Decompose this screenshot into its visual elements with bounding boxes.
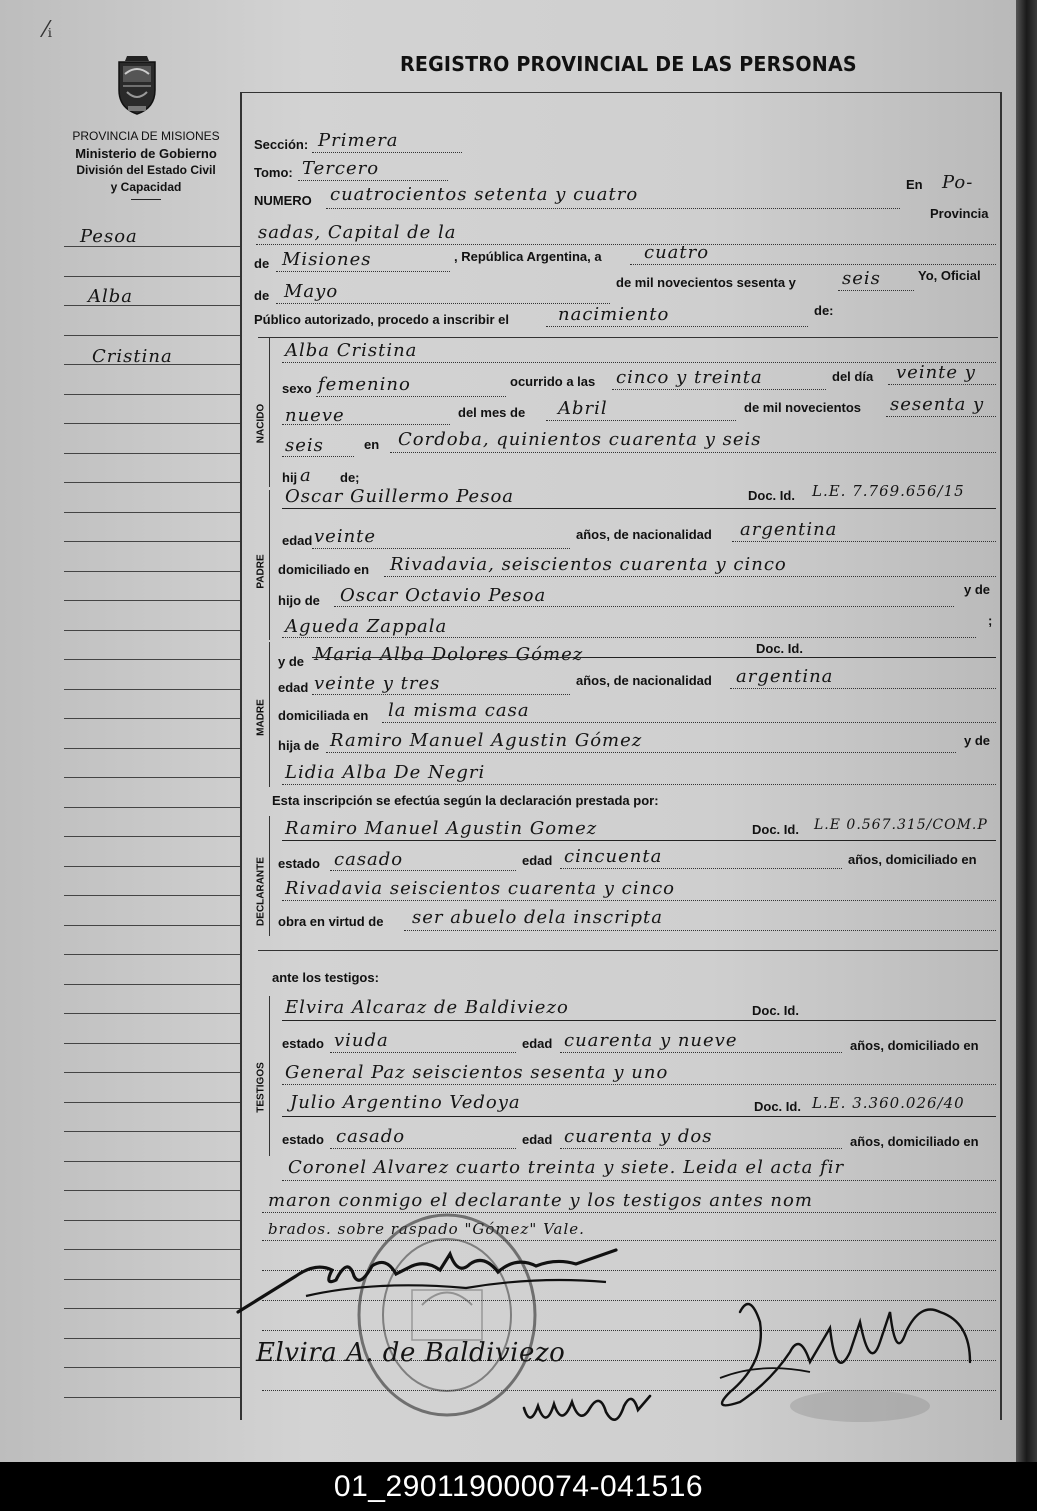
- margin-ruled-line: [64, 689, 240, 690]
- dotted-line: [330, 870, 516, 871]
- value-t1-dom: General Paz seiscientos sesenta y uno: [285, 1062, 669, 1083]
- margin-ruled-line: [64, 718, 240, 719]
- value-padre-doc: L.E. 7.769.656/15: [812, 482, 965, 500]
- margin-ruled-line: [64, 1279, 240, 1280]
- label-edad-padre: edad: [282, 533, 313, 548]
- label-estado-decl: estado: [278, 856, 320, 871]
- dotted-line: [282, 900, 996, 901]
- margin-ruled-line: [64, 1131, 240, 1132]
- dotted-line: [560, 1052, 842, 1053]
- label-doc-decl: Doc. Id.: [752, 822, 799, 837]
- dotted-line: [838, 290, 914, 291]
- label-de-mil: de mil novecientos sesenta y: [616, 275, 796, 290]
- margin-ruled-line: [64, 394, 240, 395]
- margin-ruled-line: [64, 1161, 240, 1162]
- value-madre-nombre: Maria Alba Dolores Gómez: [314, 644, 584, 665]
- margin-ruled-line: [64, 1308, 240, 1309]
- value-numero: cuatrocientos setenta y cuatro: [330, 184, 639, 205]
- dotted-line: [334, 606, 954, 607]
- margin-ruled-line: [64, 541, 240, 542]
- label-seccion: Sección:: [254, 137, 309, 152]
- dotted-line: [560, 868, 842, 869]
- value-decl-dom: Rivadavia seiscientos cuarenta y cinco: [285, 878, 676, 899]
- value-dia-nac-b: nueve: [285, 405, 345, 426]
- label-testigos: ante los testigos:: [272, 970, 379, 985]
- side-label-padre: PADRE: [255, 554, 267, 589]
- value-hora: cinco y treinta: [616, 367, 763, 388]
- value-madre-dom: la misma casa: [388, 700, 530, 721]
- provincial-crest-icon: [113, 52, 161, 116]
- label-hija-de: hija de: [278, 738, 320, 753]
- label-edad-t1: edad: [522, 1036, 553, 1051]
- margin-ruled-line: [64, 925, 240, 926]
- label-anos-nac-madre: años, de nacionalidad: [576, 673, 712, 688]
- margin-ruled-line: [64, 1102, 240, 1103]
- label-de-mil-2: de mil novecientos: [744, 400, 862, 415]
- dotted-line: [612, 389, 826, 390]
- label-yo-oficial: Yo, Oficial: [918, 268, 981, 283]
- label-doc-t2: Doc. Id.: [754, 1099, 801, 1114]
- dotted-line: [886, 416, 996, 417]
- label-estado-t1: estado: [282, 1036, 324, 1051]
- value-t1-nombre: Elvira Alcaraz de Baldiviezo: [285, 997, 569, 1018]
- label-anos-dom-t2: años, domiciliado en: [850, 1134, 979, 1149]
- officer-signature-icon: [700, 1282, 990, 1432]
- dotted-line: [382, 722, 996, 723]
- label-doc-t1: Doc. Id.: [752, 1003, 799, 1018]
- binding-edge: [1016, 0, 1037, 1462]
- label-obra: obra en virtud de: [278, 914, 384, 929]
- value-anio-nac-a: sesenta y: [890, 394, 985, 415]
- value-padre-nac: argentina: [740, 519, 838, 540]
- margin-ruled-line: [64, 276, 240, 277]
- label-declaracion: Esta inscripción se efectúa según la declaración prestada por:: [272, 793, 659, 808]
- dotted-line: [282, 362, 996, 363]
- value-hij-suffix: a: [300, 465, 312, 486]
- dotted-line: [256, 244, 996, 245]
- dotted-line: [282, 424, 450, 425]
- value-cierre-1: maron conmigo el declarante y los testigos antes nom: [268, 1190, 813, 1211]
- margin-ruled-line: [64, 1013, 240, 1014]
- dotted-line: [316, 396, 506, 397]
- value-t2-nombre: Julio Argentino Vedoya: [290, 1092, 521, 1113]
- margin-ruled-line: [64, 512, 240, 513]
- dotted-line: [330, 1052, 516, 1053]
- side-label-declarante: DECLARANTE: [255, 857, 267, 926]
- dotted-line: [330, 1148, 516, 1149]
- margin-ruled-line: [64, 423, 240, 424]
- label-doc-padre: Doc. Id.: [748, 488, 795, 503]
- margin-ruled-line: [64, 1043, 240, 1044]
- value-anio-nac-b: seis: [285, 435, 324, 456]
- value-padre-dom: Rivadavia, seiscientos cuarenta y cinco: [390, 554, 787, 575]
- margin-ruled-line: [64, 630, 240, 631]
- dotted-line: [326, 752, 956, 753]
- margin-ruled-line: [64, 895, 240, 896]
- dotted-line: [312, 694, 570, 695]
- value-seccion: Primera: [318, 130, 399, 151]
- value-t2-doc: L.E. 3.360.026/40: [812, 1094, 965, 1112]
- value-mes-nac: Abril: [558, 398, 608, 419]
- dotted-line: [282, 1084, 996, 1085]
- label-y-de-madre: y de: [278, 654, 305, 669]
- declarant-signature-icon: [236, 1236, 636, 1316]
- dotted-line: [390, 452, 996, 453]
- value-nombre: Alba Cristina: [285, 340, 418, 361]
- value-decl-estado: casado: [334, 849, 404, 870]
- label-del-mes: del mes de: [458, 405, 526, 420]
- witness-2-signature-icon: [520, 1378, 670, 1434]
- label-edad-t2: edad: [522, 1132, 553, 1147]
- value-lugar-nac: Cordoba, quinientos cuarenta y seis: [398, 429, 762, 450]
- value-mes: Mayo: [284, 281, 339, 302]
- label-domiciliada: domiciliada en: [278, 708, 369, 723]
- value-decl-obra: ser abuelo dela inscripta: [412, 907, 663, 928]
- margin-ruled-line: [64, 600, 240, 601]
- margin-ruled-line: [64, 571, 240, 572]
- value-decl-edad: cincuenta: [564, 846, 663, 867]
- value-anio: seis: [842, 268, 881, 289]
- label-anos-dom-decl: años, domiciliado en: [848, 852, 977, 867]
- label-en: En: [906, 177, 923, 192]
- value-padre-nombre: Oscar Guillermo Pesoa: [285, 486, 515, 507]
- label-sexo: sexo: [282, 381, 312, 396]
- section-rule: [258, 337, 998, 338]
- side-label-madre: MADRE: [255, 699, 267, 736]
- label-edad-madre: edad: [278, 680, 309, 695]
- dotted-line: [282, 784, 996, 785]
- corner-mark: ⁄ᵢ: [44, 18, 53, 43]
- margin-ruled-line: [64, 1220, 240, 1221]
- label-publico: Público autorizado, procedo a inscribir el: [254, 312, 509, 327]
- label-ocurrido: ocurrido a las: [510, 374, 596, 389]
- org-province: PROVINCIA DE MISIONES: [72, 129, 220, 143]
- dotted-line: [732, 541, 996, 542]
- label-anos-nac-padre: años, de nacionalidad: [576, 527, 712, 542]
- value-t2-estado: casado: [336, 1126, 406, 1147]
- value-t2-edad: cuarenta y dos: [564, 1126, 713, 1147]
- dotted-line: [282, 456, 354, 457]
- dotted-line: [312, 548, 570, 549]
- org-divider: [131, 199, 161, 200]
- org-capacity: y Capacidad: [110, 180, 182, 194]
- dotted-line: [298, 180, 448, 181]
- margin-ruled-line: [64, 748, 240, 749]
- label-estado-t2: estado: [282, 1132, 324, 1147]
- solid-line: [282, 1020, 996, 1021]
- margin-ruled-line: [64, 1367, 240, 1368]
- margin-ruled-line: [64, 1249, 240, 1250]
- margin-ruled-line: [64, 984, 240, 985]
- dotted-line: [276, 271, 450, 272]
- margin-name-2: Cristina: [92, 346, 173, 367]
- label-de-semicolon: de;: [340, 470, 360, 485]
- value-t1-edad: cuarenta y nueve: [564, 1030, 738, 1051]
- label-republica: , República Argentina, a: [454, 249, 602, 264]
- margin-name-1: Alba: [88, 286, 134, 307]
- value-cierre-2: brados. sobre raspado "Gómez" Vale.: [268, 1220, 585, 1238]
- value-madre-nac: argentina: [736, 666, 834, 687]
- label-de-1: de: [254, 256, 270, 271]
- label-y-de-madre-2: y de: [964, 733, 991, 748]
- label-doc-madre: Doc. Id.: [756, 641, 803, 656]
- witness-1-signature: Elvira A. de Baldiviezo: [256, 1338, 566, 1368]
- section-rule: [258, 950, 998, 951]
- label-de-2: de: [254, 288, 270, 303]
- dotted-line: [546, 326, 808, 327]
- solid-line: [312, 657, 996, 658]
- label-anos-dom-t1: años, domiciliado en: [850, 1038, 979, 1053]
- margin-ruled-line: [64, 1190, 240, 1191]
- margin-ruled-line: [64, 335, 240, 336]
- label-en-2: en: [364, 437, 380, 452]
- margin-surname: Pesoa: [80, 226, 138, 247]
- value-padre-padre: Oscar Octavio Pesoa: [340, 585, 547, 606]
- dotted-line: [630, 264, 996, 265]
- label-de-colon: de:: [814, 303, 834, 318]
- solid-line: [282, 1116, 996, 1117]
- label-semicolon: ;: [988, 613, 993, 628]
- value-decl-doc: L.E 0.567.315/COM.P: [814, 817, 988, 833]
- value-provincia: Misiones: [282, 249, 372, 270]
- dotted-line: [282, 637, 976, 638]
- label-numero: NUMERO: [254, 193, 312, 208]
- value-ciudad: sadas, Capital de la: [258, 222, 457, 243]
- org-division: División del Estado Civil: [76, 163, 216, 177]
- margin-ruled-line: [64, 1338, 240, 1339]
- label-domiciliado-padre: domiciliado en: [278, 562, 370, 577]
- value-madre-padre: Ramiro Manuel Agustin Gómez: [330, 730, 643, 751]
- dotted-line: [730, 688, 996, 689]
- margin-ruled-line: [64, 453, 240, 454]
- value-acto: nacimiento: [558, 304, 670, 325]
- label-y-de-padre: y de: [964, 582, 991, 597]
- margin-ruled-line: [64, 807, 240, 808]
- value-padre-madre: Agueda Zappala: [285, 616, 448, 637]
- label-provincia: Provincia: [930, 206, 989, 221]
- org-ministry: Ministerio de Gobierno: [75, 146, 217, 161]
- value-decl-nombre: Ramiro Manuel Agustin Gomez: [285, 818, 598, 839]
- dotted-line: [888, 384, 996, 385]
- label-hijo-de: hijo de: [278, 593, 320, 608]
- margin-ruled-line: [64, 1397, 240, 1398]
- dotted-line: [326, 208, 900, 209]
- dotted-line: [404, 930, 996, 931]
- label-tomo: Tomo:: [254, 165, 293, 180]
- label-del-dia: del día: [832, 369, 874, 384]
- margin-ruled-line: [64, 659, 240, 660]
- value-sexo: femenino: [318, 374, 411, 395]
- margin-ruled-line: [64, 836, 240, 837]
- dotted-line: [312, 152, 462, 153]
- margin-ruled-line: [64, 866, 240, 867]
- margin-ruled-line: [64, 954, 240, 955]
- archive-identifier: 01_290119000074-041516: [0, 1462, 1037, 1511]
- dotted-line: [384, 576, 996, 577]
- solid-line: [282, 840, 996, 841]
- label-hij: hij: [282, 470, 298, 485]
- value-t2-dom: Coronel Alvarez cuarto treinta y siete. Leida el acta fir: [288, 1157, 845, 1178]
- value-dia: cuatro: [644, 242, 710, 263]
- margin-ruled-line: [64, 482, 240, 483]
- dotted-line: [546, 420, 736, 421]
- label-edad-decl: edad: [522, 853, 553, 868]
- document-title: REGISTRO PROVINCIAL DE LAS PERSONAS: [400, 52, 857, 76]
- value-madre-edad: veinte y tres: [314, 673, 441, 694]
- value-dia-nac-a: veinte y: [896, 362, 976, 383]
- issuing-organization: [48, 128, 244, 200]
- value-madre-madre: Lidia Alba De Negri: [285, 762, 486, 783]
- value-t1-estado: viuda: [334, 1030, 389, 1051]
- solid-line: [282, 508, 996, 509]
- value-en: Po-: [942, 172, 974, 193]
- margin-ruled-line: [64, 1072, 240, 1073]
- value-padre-edad: veinte: [314, 526, 377, 547]
- side-label-testigos: TESTIGOS: [255, 1062, 267, 1113]
- value-tomo: Tercero: [302, 158, 380, 179]
- dotted-line: [560, 1148, 842, 1149]
- side-label-nacido: NACIDO: [255, 403, 267, 444]
- margin-ruled-line: [64, 777, 240, 778]
- dotted-line: [282, 1180, 996, 1181]
